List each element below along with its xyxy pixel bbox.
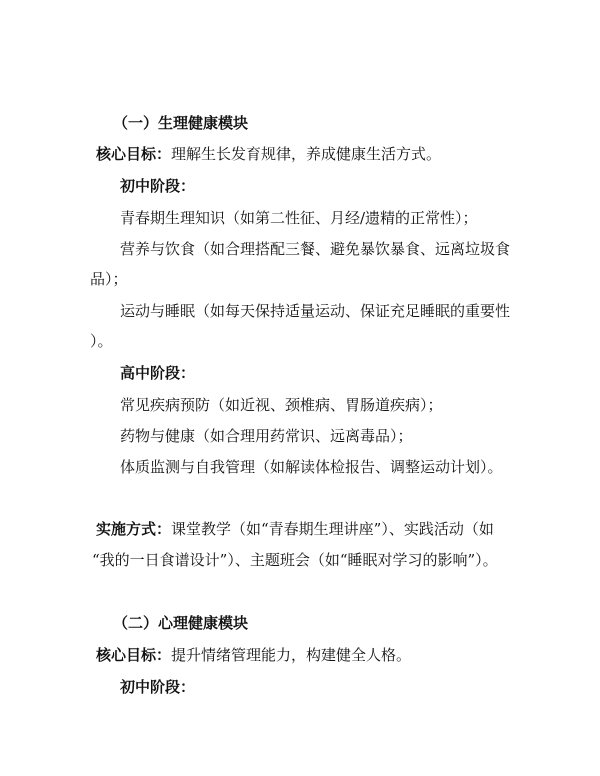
section2-goal-text: 提升情绪管理能力，构建健全人格。: [171, 646, 412, 664]
section1-senior-item3: 体质监测与自我管理（如解读体检报告、调整运动计划）。: [120, 458, 503, 476]
section1-senior-item1: 常见疾病预防（如近视、颈椎病、胃肠道疾病）；: [120, 396, 443, 414]
section2-junior-label: 初中阶段：: [120, 678, 196, 696]
section1-method-text: 课堂教学（如“青春期生理讲座”）、实践活动（如: [171, 520, 494, 538]
section1-method-label: 实施方式：: [96, 520, 172, 538]
section2-goal-label: 核心目标：: [96, 646, 172, 664]
section1-goal: [96, 144, 441, 164]
section1-junior-label: 初中阶段：: [120, 177, 196, 195]
section1-junior-item2-line1: 营养与饮食（如合理搭配三餐、避免暴饮暴食、远离垃圾食: [120, 240, 511, 258]
section1-senior-label: 高中阶段：: [120, 364, 196, 382]
section2-goal: [96, 645, 411, 665]
section1-heading: （一）生理健康模块: [113, 114, 249, 132]
section1-method-line1: [96, 519, 494, 539]
section1-goal-text: 理解生长发育规律，养成健康生活方式。: [171, 145, 442, 163]
section1-senior-item2: 药物与健康（如合理用药常识、远离毒品）；: [120, 427, 413, 445]
section1-junior-item3-line1: 运动与睡眠（如每天保持适量运动、保证充足睡眠的重要性: [120, 302, 511, 320]
section1-goal-label: 核心目标：: [96, 145, 172, 163]
section1-junior-item3-line2: ）。: [90, 332, 113, 350]
section1-junior-item1: 青春期生理知识（如第二性征、月经/遗精的正常性）；: [120, 209, 478, 227]
section1-junior-item2-line2: 品）；: [90, 270, 128, 288]
section1-method-line2: “我的一日食谱设计”）、主题班会（如“睡眠对学习的影响”）。: [92, 551, 498, 569]
section2-heading: （二）心理健康模块: [113, 614, 249, 632]
